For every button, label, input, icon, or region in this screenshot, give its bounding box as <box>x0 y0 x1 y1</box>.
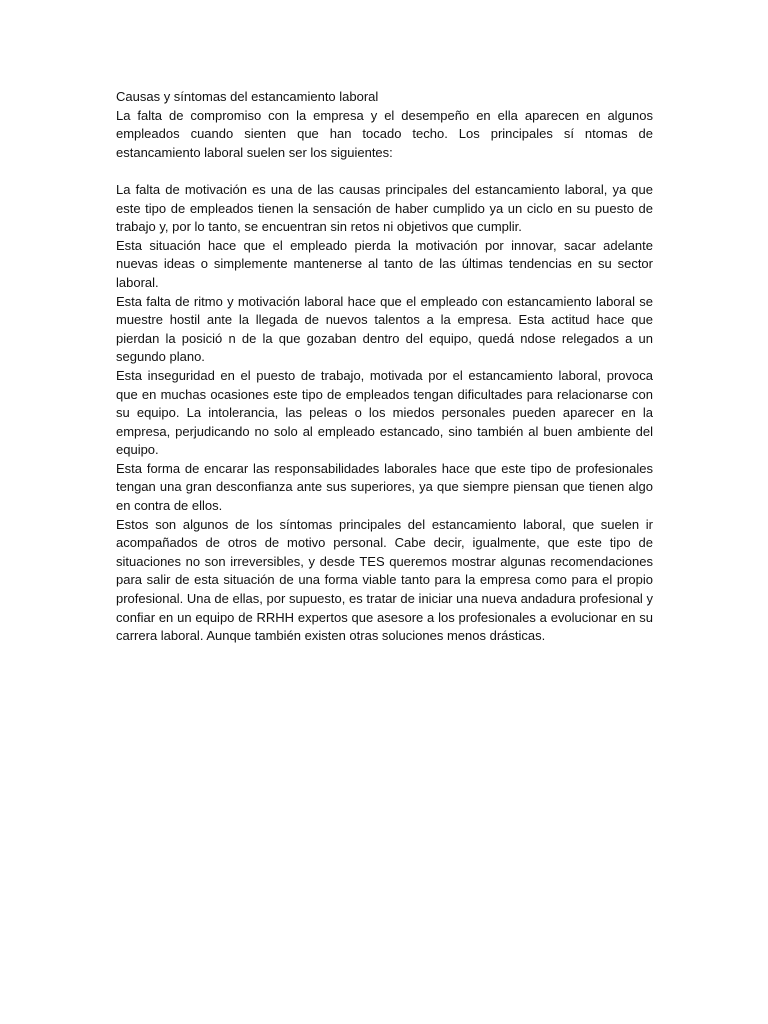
paragraph-spacer <box>116 162 653 181</box>
body-paragraph-5: Esta forma de encarar las responsabilidades laborales hace que este tipo de profesionales tengan una gran desconfianza ante sus superiores, ya que siempre piensan que tienen algo en contra de ellos. <box>116 460 653 514</box>
intro-paragraph: La falta de compromiso con la empresa y el desempeño en ella aparecen en algunos empleados cuando sienten que han tocado techo. Los principales sí ntomas de estancamiento laboral suelen ser los siguientes: <box>116 107 653 160</box>
body-paragraph-4: Esta inseguridad en el puesto de trabajo, motivada por el estancamiento laboral, provoca que en muchas ocasiones este tipo de empleados tengan dificultades para relacionarse con su equipo. La intolerancia, las peleas o los miedos personales pueden aparecer en la empresa, perjudicando no solo al empleado estancado, sino también al buen ambiente del equipo. <box>116 367 653 458</box>
body-paragraph-6: Estos son algunos de los síntomas principales del estancamiento laboral, que suelen ir acompañados de otros de motivo personal. Cabe decir, igualmente, que este tipo de situaciones no son irreversibles, y desde TES queremos mostrar algunas recomendaciones para salir de esta situación de una forma viable tanto para la empresa como para el propio profesional. Una de ellas, por supuesto, es tratar de iniciar una nueva andadura profesional y confiar en un equipo de RRHH expertos que asesore a los profesionales a evolucionar en su carrera laboral. Aunque también existen otras soluciones menos drásticas. <box>116 516 653 644</box>
body-paragraph-3: Esta falta de ritmo y motivación laboral hace que el empleado con estancamiento laboral se muestre hostil ante la llegada de nuevos talentos a la empresa. Esta actitud hace que pierdan la posició n de la que gozaban dentro del equipo, quedá ndose relegados a un segundo plano. <box>116 293 653 365</box>
document-page <box>116 88 653 646</box>
document-title: Causas y síntomas del estancamiento laboral <box>116 89 379 104</box>
body-paragraph-1: La falta de motivación es una de las causas principales del estancamiento laboral, ya que este tipo de empleados tienen la sensación de haber cumplido ya un ciclo en su puesto de trabajo y, por lo tanto, se encuentran sin retos ni objetivos que cumplir. <box>116 181 653 235</box>
body-paragraph-2: Esta situación hace que el empleado pierda la motivación por innovar, sacar adelante nuevas ideas o simplemente mantenerse al tanto de las últimas tendencias en su sector laboral. <box>116 237 653 290</box>
